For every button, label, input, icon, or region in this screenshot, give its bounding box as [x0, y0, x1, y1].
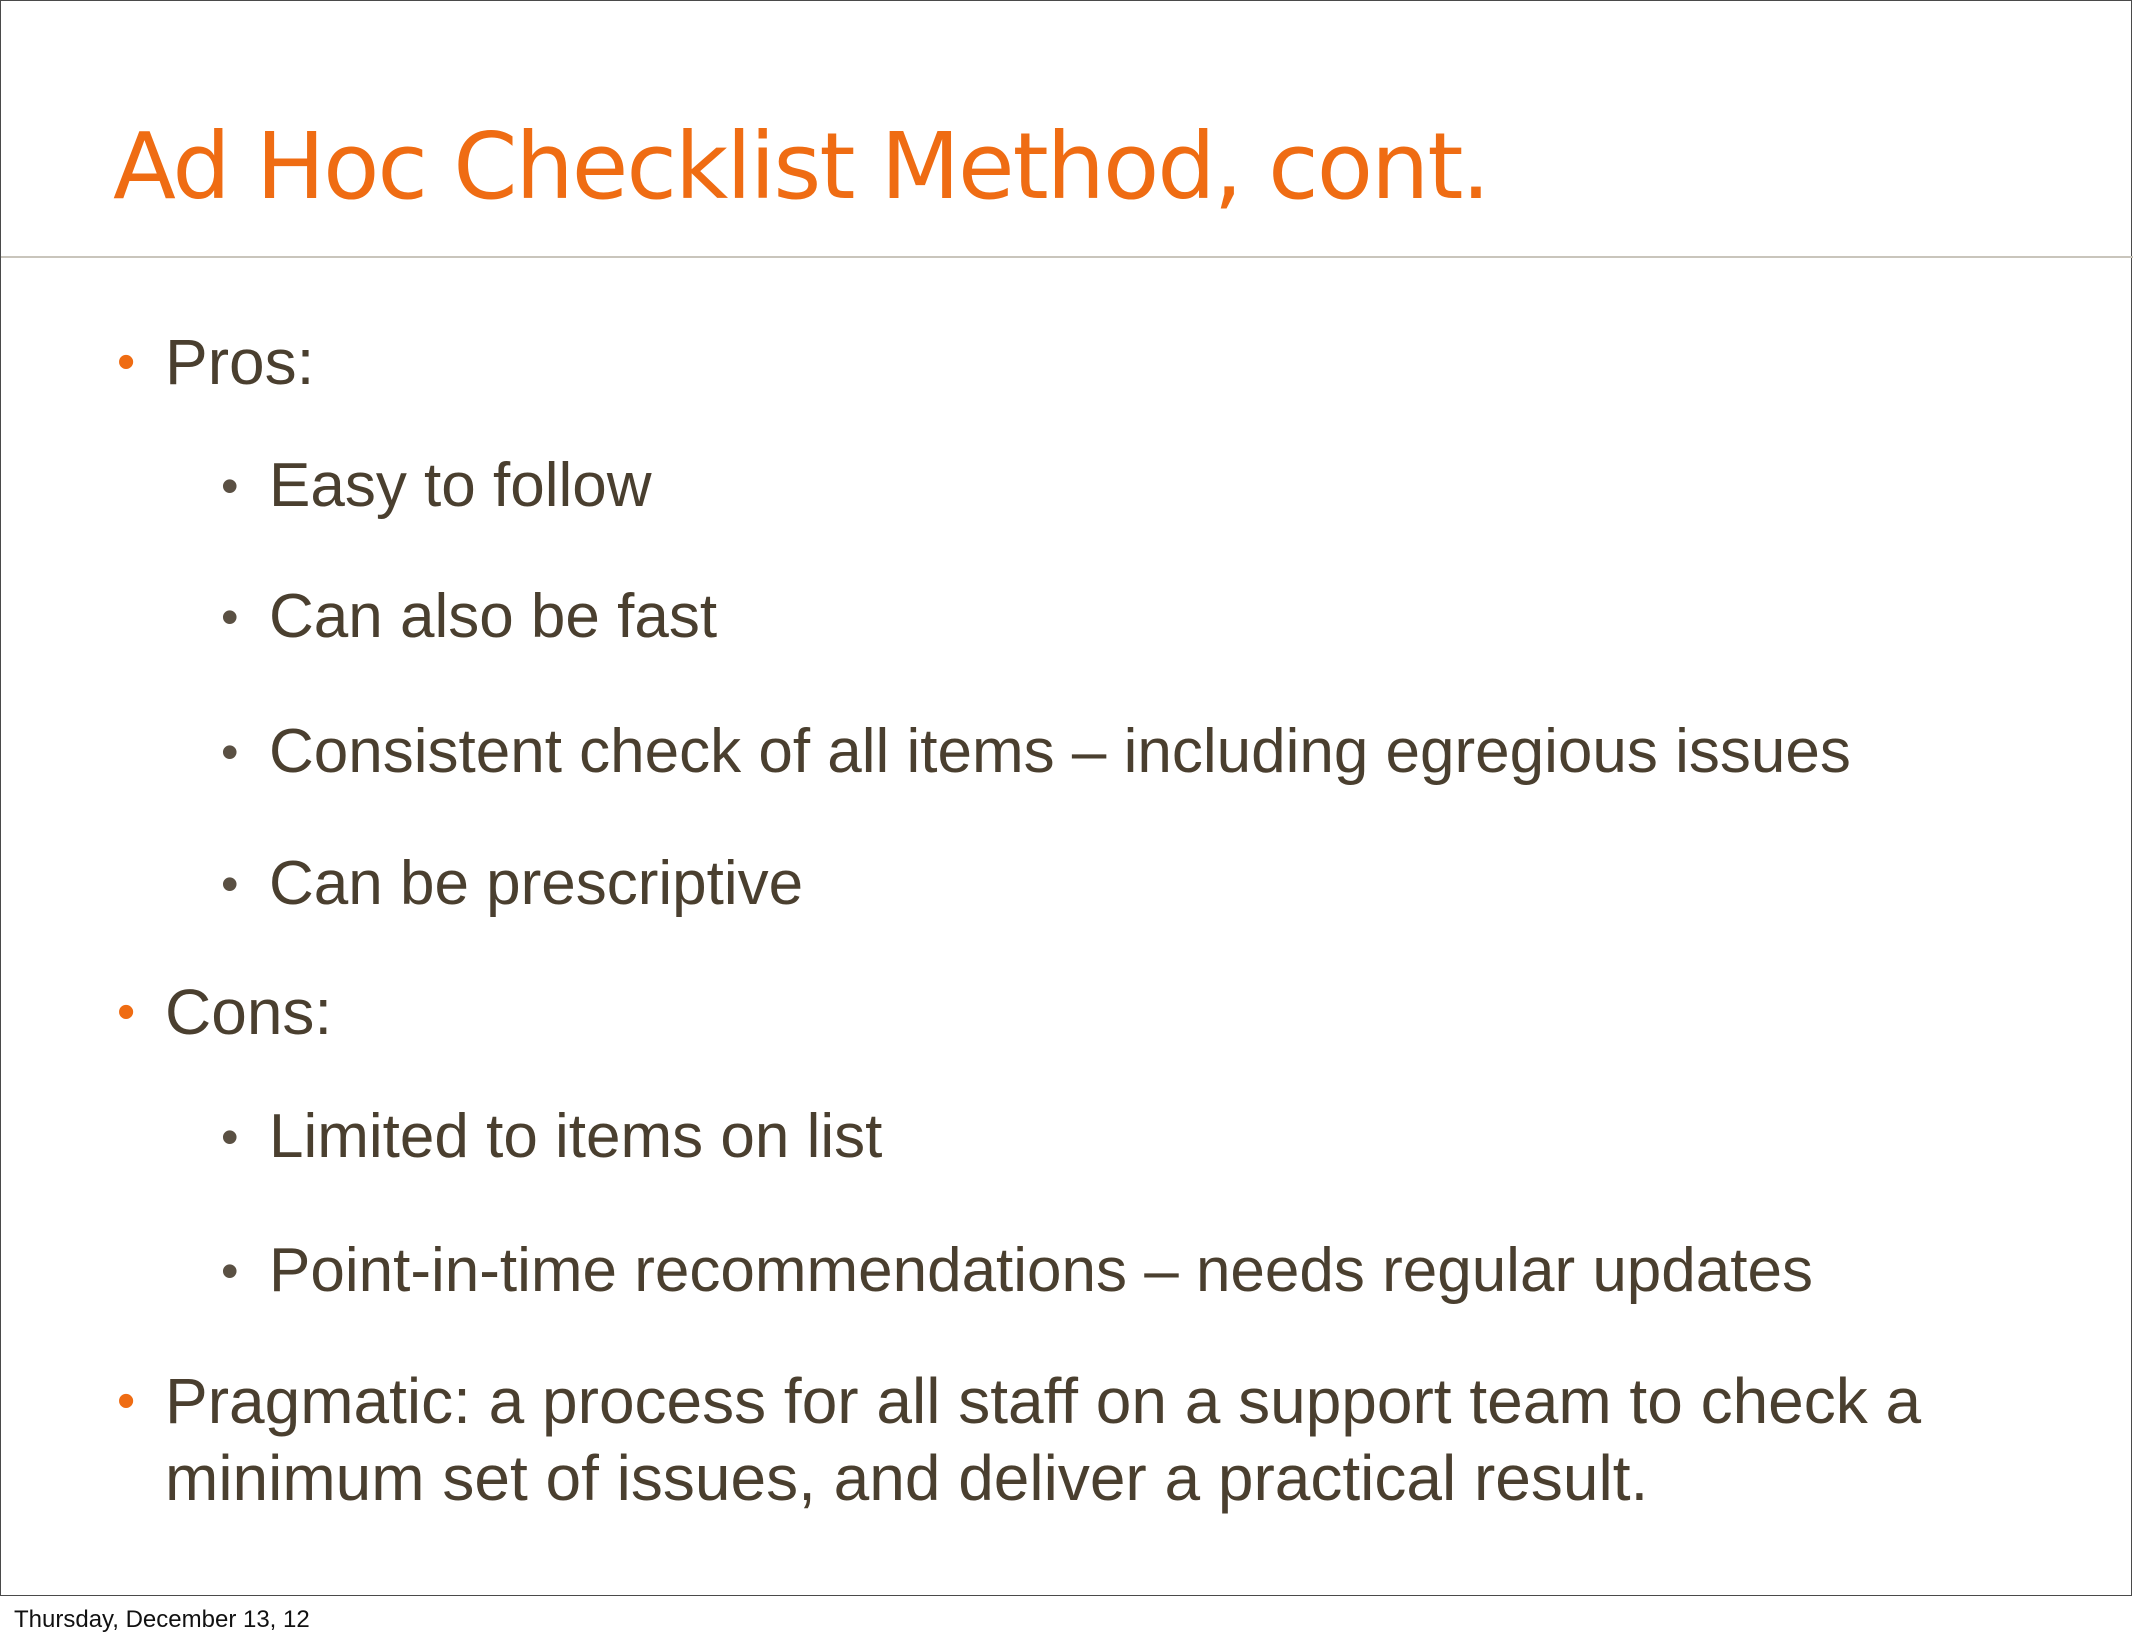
list-item: Easy to follow — [269, 451, 652, 520]
footer-date: Thursday, December 13, 12 — [14, 1606, 310, 1633]
slide-title: Ad Hoc Checklist Method, cont. — [113, 113, 1489, 220]
bullet-dot: • — [117, 983, 136, 1041]
list-item-pragmatic: Pragmatic: a process for all staff on a support team to check a — [165, 1365, 1922, 1437]
bullet-dot: • — [117, 333, 136, 391]
bullet-dot: • — [221, 724, 239, 780]
title-divider — [1, 256, 2133, 258]
bullet-dot: • — [221, 856, 239, 912]
bullet-dot: • — [221, 458, 239, 514]
bullet-dot: • — [221, 1109, 239, 1165]
list-item: Can be prescriptive — [269, 849, 804, 918]
list-item-cons: Cons: — [165, 976, 333, 1048]
list-item-continuation: minimum set of issues, and deliver a practical result. — [165, 1442, 1649, 1514]
bullet-dot: • — [221, 589, 239, 645]
list-item: Point-in-time recommendations – needs regular updates — [269, 1236, 1813, 1305]
list-item: Limited to items on list — [269, 1102, 883, 1171]
list-item: Consistent check of all items – including egregious issues — [269, 717, 1851, 786]
list-item: Can also be fast — [269, 582, 718, 651]
bullet-dot: • — [221, 1243, 239, 1299]
bullet-dot: • — [117, 1372, 136, 1430]
list-item-pros: Pros: — [165, 326, 315, 398]
